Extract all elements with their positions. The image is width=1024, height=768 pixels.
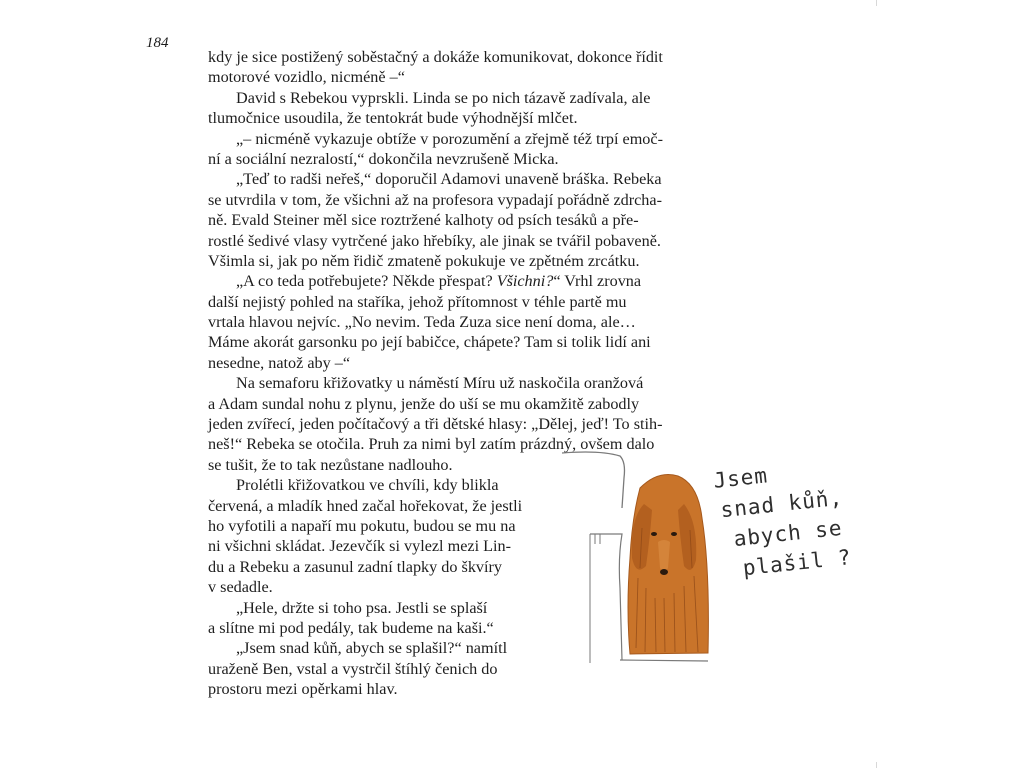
text-line: se tušit, že to tak nezůstane nadlouho. (208, 455, 453, 474)
text-line: ni všichni skládat. Jezevčík si vylezl mezi Lin- (208, 537, 511, 556)
text-line: a Adam sundal nohu z plynu, jenže do uší se mu okamžitě zabodly (208, 394, 640, 413)
text-line: v sedadle. (208, 578, 273, 597)
text-line: uraženě Ben, vstal a vystrčil štíhlý čenich do (208, 659, 498, 678)
dog-eye-right (671, 532, 677, 536)
text-line: se utvrdila v tom, že všichni až na profesora vypadají pořádně zdrcha- (208, 190, 662, 209)
handwritten-line: abych se (732, 515, 844, 552)
text-line: Na semaforu křižovatky u náměstí Míru už naskočila oranžová (236, 374, 644, 393)
text-line: neš!“ Rebeka se otočila. Pruh za nimi byl zatím prázdný, ovšem dalo (208, 435, 655, 454)
page-edge-mark-top (876, 0, 877, 6)
text-line: jeden zvířecí, jeden počítačový a tři dětské hlasy: „Dělej, jeď! To stih- (208, 415, 663, 434)
text-line: prostoru mezi opěrkami hlav. (208, 680, 398, 699)
page-edge-mark-bottom (876, 762, 877, 768)
seat-hook (595, 534, 600, 544)
text-line: kdy je sice postižený soběstačný a dokáže komunikovat, dokonce řídit (208, 48, 663, 66)
dog-nose (660, 569, 668, 575)
text-line: tlumočnice usoudila, že tentokrát bude výhodnější mlčet. (208, 109, 578, 128)
text-line: Prolétli křižovatkou ve chvíli, kdy blikla (236, 476, 499, 495)
text-line: nesedne, natož aby –“ (208, 353, 351, 372)
handwritten-line: Jsem (712, 463, 770, 493)
text-line: du a Rebeku a zasunul zadní tlapky do škvíry (208, 557, 502, 576)
dog-illustration (560, 448, 720, 668)
text-line: Máme akorát garsonku po její babičce, chápete? Tam si tolik lidí ani (208, 333, 651, 352)
text-line: a slítne mi pod pedály, tak budeme na kaši.“ (208, 618, 494, 637)
text-line: motorové vozidlo, nicméně –“ (208, 68, 405, 87)
text-line: červená, a mladík hned začal hořekovat, že jestli (208, 496, 523, 515)
page-number: 184 (146, 35, 169, 51)
text-line: ho vyfotili a napaří mu pokutu, budou se mu na (208, 516, 516, 535)
text-line: ní a sociální nezralostí,“ dokončila nevzrušeně Micka. (208, 149, 559, 168)
seat-outline (562, 452, 625, 508)
handwritten-speech (712, 450, 874, 585)
text-line: David s Rebekou vyprskli. Linda se po nich tázavě zadívala, ale (236, 88, 651, 107)
text-line: „Hele, držte si toho psa. Jestli se splaší (236, 598, 488, 617)
text-line: Všimla si, jak po něm řidič zmateně pokukuje ve zpětném zrcátku. (208, 251, 640, 270)
seat-outline-inner (590, 534, 622, 660)
handwritten-line: plašil ? (741, 544, 853, 581)
emphasis: Všichni? (496, 272, 554, 291)
text-line: vrtala hlavou nejvíc. „No nevim. Teda Zuza sice není doma, ale… (208, 313, 636, 332)
text-line: „A co teda potřebujete? Někde přespat? Všichni?“ Vrhl zrovna (236, 272, 642, 291)
text-line: další nejistý pohled na staříka, jehož přítomnost v téhle partě mu (208, 292, 627, 311)
dog-eye-left (651, 532, 657, 536)
handwritten-line: snad kůň, (719, 485, 845, 523)
text-line: ně. Evald Steiner měl sice roztržené kalhoty od psích tesáků a pře- (208, 211, 639, 230)
text-line: „Teď to radši neřeš,“ doporučil Adamovi unaveně bráška. Rebeka (236, 170, 662, 189)
text-line: „Jsem snad kůň, abych se splašil?“ namítl (236, 639, 508, 658)
text-line: „– nicméně vykazuje obtíže v porozumění a zřejmě též trpí emoč- (236, 129, 663, 148)
seat-base (620, 660, 708, 661)
text-line: rostlé šedivé vlasy vytrčené jako hřebíky, ale jinak se tvářil pobaveně. (208, 231, 661, 250)
